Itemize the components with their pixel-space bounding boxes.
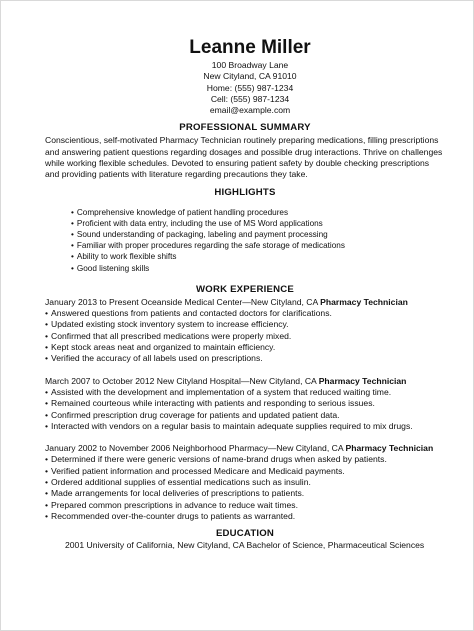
job-bullet: • Prepared common prescriptions in advance to reduce wait times.: [45, 500, 445, 511]
job-bullet: • Answered questions from patients and contacted doctors for clarifications.: [45, 308, 445, 319]
job-bullet: • Confirmed prescription drug coverage for patients and updated patient data.: [45, 410, 445, 421]
job-bullet: • Confirmed that all prescribed medications were properly mixed.: [45, 331, 445, 342]
home-phone: Home: (555) 987-1234: [206, 82, 294, 93]
education-entry: 2001 University of California, New Cityland, CA Bachelor of Science, Pharmaceutical Sciences: [65, 540, 425, 551]
email: email@example.com: [209, 105, 291, 116]
summary-text: Conscientious, self-motivated Pharmacy Technician routinely preparing medications, filling prescriptions and answering patient questions regarding dosages and possible drug interactions. Thrive on challenges while working flexible schedules. Devoted to ensuring patient safety by double checking prescriptions and providing patients with literature regarding precautions they take.: [45, 135, 443, 180]
job-dates-employer: January 2013 to Present Oceanside Medical Center—New Cityland, CA: [45, 296, 321, 307]
job-header: [45, 297, 445, 308]
summary-heading: PROFESSIONAL SUMMARY: [179, 122, 311, 134]
job-bullet: • Interacted with vendors on a regular basis to maintain adequate supplies required to mix drugs.: [45, 421, 445, 432]
address-line-1: 100 Broadway Lane: [211, 60, 289, 70]
highlight-item: • Familiar with proper procedures regarding the safe storage of medications: [71, 240, 445, 251]
job-bullets: [45, 454, 445, 522]
address-line-2: New Cityland, CA 91010: [203, 71, 297, 82]
jobs-container: [45, 297, 445, 522]
highlight-item: • Comprehensive knowledge of patient handling procedures: [71, 207, 445, 218]
highlight-item: • Proficient with data entry, including the use of MS Word applications: [71, 218, 445, 229]
resume-name: Leanne Miller: [189, 37, 311, 58]
contact-block: [55, 60, 445, 116]
cell-phone: Cell: (555) 987-1234: [210, 93, 290, 104]
job-header: [45, 443, 445, 454]
job-bullet: • Ordered additional supplies of essential medications such as insulin.: [45, 477, 445, 488]
job-entry: [45, 376, 445, 432]
job-title: Pharmacy Technician: [320, 296, 408, 307]
job-bullet: • Remained courteous while interacting with patients and responding to serious issues.: [45, 398, 445, 409]
job-bullet: • Kept stock areas neat and organized to maintain efficiency.: [45, 342, 445, 353]
job-header: [45, 376, 445, 387]
job-bullet: • Recommended over-the-counter drugs to patients as warranted.: [45, 511, 445, 522]
highlight-item: • Sound understanding of packaging, labeling and payment processing: [71, 229, 445, 240]
job-title: Pharmacy Technician: [345, 443, 434, 454]
job-entry: [45, 443, 445, 522]
job-dates-employer: March 2007 to October 2012 New Cityland Hospital—New Cityland, CA: [45, 375, 319, 386]
job-bullet: • Verified patient information and processed Medicare and Medicaid payments.: [45, 466, 445, 477]
job-bullets: [45, 387, 445, 432]
education-heading: EDUCATION: [215, 528, 275, 540]
job-dates-employer: January 2002 to November 2006 Neighborhood Pharmacy—New Cityland, CA: [45, 443, 346, 454]
job-bullet: • Updated existing stock inventory system to increase efficiency.: [45, 319, 445, 330]
job-bullet: • Verified the accuracy of all labels used on prescriptions.: [45, 353, 445, 364]
highlight-item: • Ability to work flexible shifts: [71, 251, 445, 262]
job-title: Pharmacy Technician: [318, 375, 407, 386]
highlights-heading: HIGHLIGHTS: [214, 186, 276, 198]
experience-heading: WORK EXPERIENCE: [196, 283, 294, 295]
job-bullet: • Determined if there were generic versions of name-brand drugs when asked by patients.: [45, 454, 445, 465]
job-entry: [45, 297, 445, 365]
job-bullet: • Made arrangements for local deliveries of prescriptions to patients.: [45, 488, 445, 499]
job-bullet: • Assisted with the development and implementation of a system that reduced waiting time.: [45, 387, 445, 398]
highlights-list: [45, 207, 445, 274]
job-bullets: [45, 308, 445, 364]
highlight-item: • Good listening skills: [71, 263, 445, 274]
